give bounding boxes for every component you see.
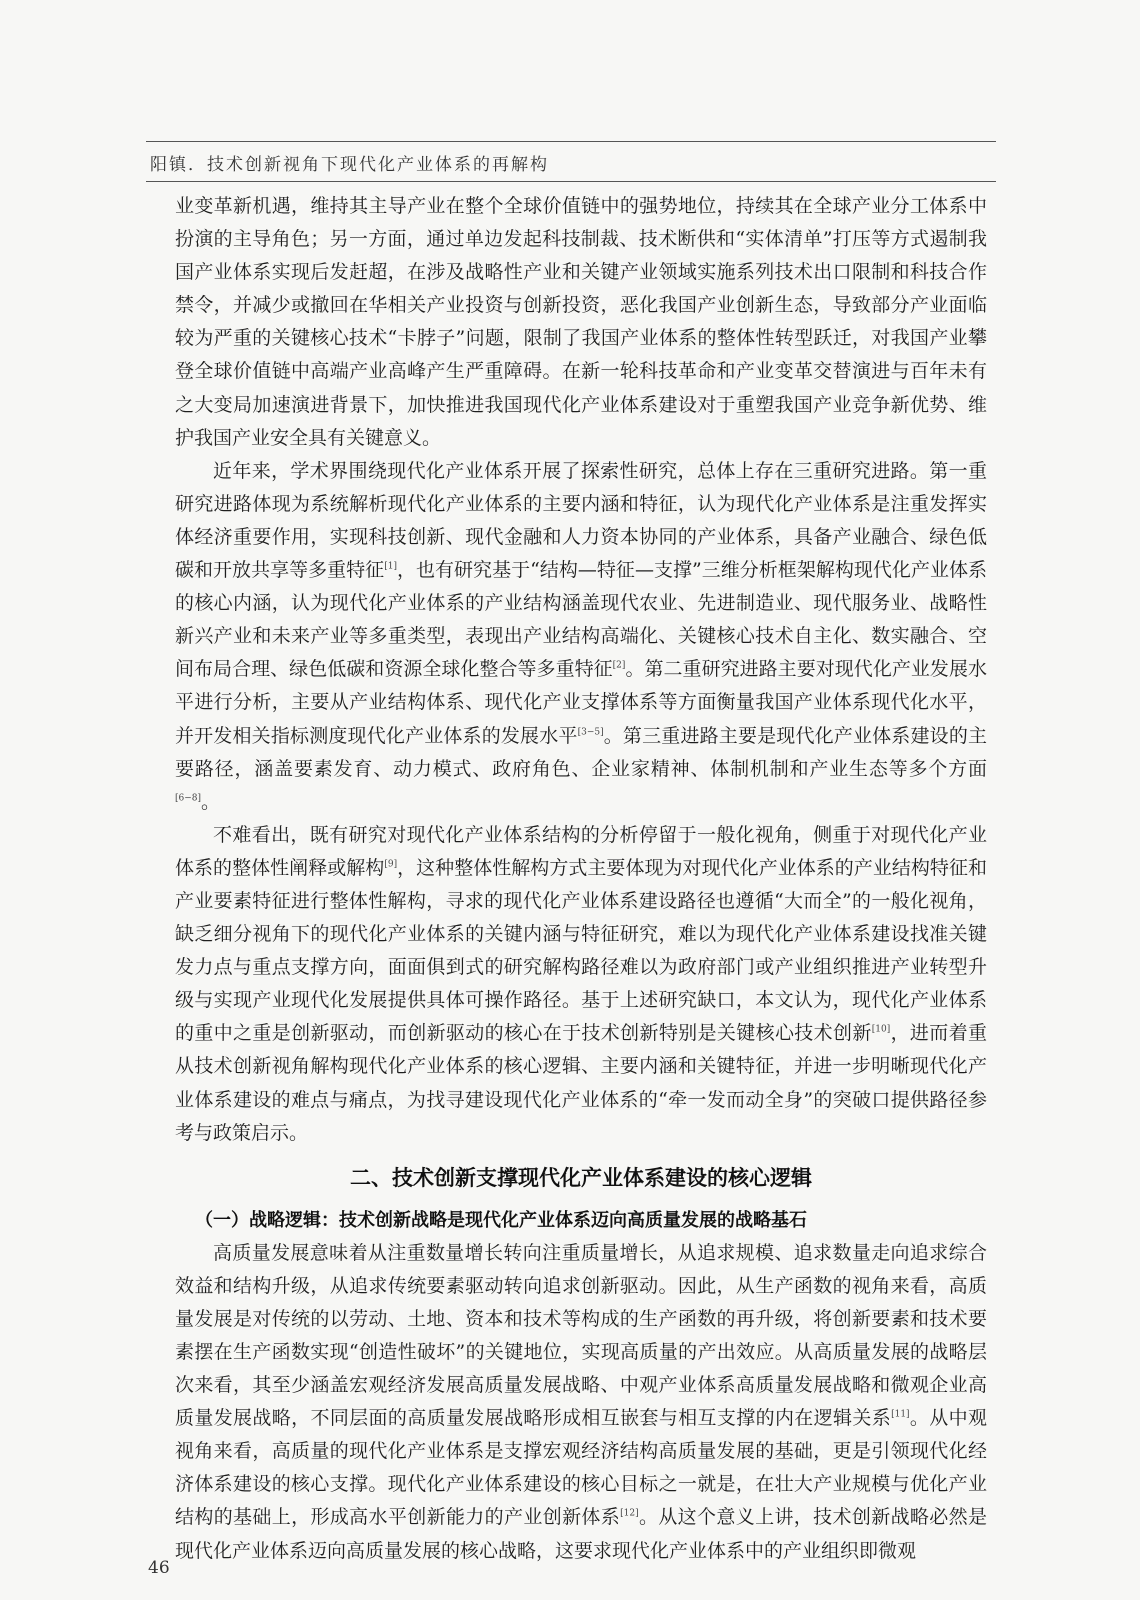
citation-1: [1] bbox=[384, 561, 397, 572]
citation-3-5: [3−5] bbox=[577, 727, 604, 738]
running-header: 阳镇．技术创新视角下现代化产业体系的再解构 bbox=[150, 155, 549, 175]
citation-11: [11] bbox=[891, 1409, 910, 1420]
paragraph-2-text-d: 。第三重进路主要是现代化产业体系建设的主要路径，涵盖要素发育、动力模式、政府角色、企业家精神、体制机制和产业生态等多个方面 bbox=[175, 724, 987, 780]
page-number: 46 bbox=[148, 1558, 170, 1578]
paragraph-3-text-c: ，进而着重从技术创新视角解构现代化产业体系的核心逻辑、主要内涵和关键特征，并进一步明晰现代化产业体系建设的难点与痛点，为找寻建设现代化产业体系的“牵一发而动全身”的突破口提供路径参考与政策启示。 bbox=[175, 1022, 987, 1144]
paragraph-2-text-a: 近年来，学术界围绕现代化产业体系开展了探索性研究，总体上存在三重研究进路。第一重研究进路体现为系统解析现代化产业体系的主要内涵和特征，认为现代化产业体系是注重发挥实体经济重要作用，实现科技创新、现代金融和人力资本协同的产业体系，具备产业融合、绿色低碳和开放共享等多重特征 bbox=[175, 459, 987, 582]
paragraph-3-text-b: ，这种整体性解构方式主要体现为对现代化产业体系的产业结构特征和产业要素特征进行整体性解构，寻求的现代化产业体系建设路径也遵循“大而全”的一般化视角，缺乏细分视角下的现代化产业体系的关键内涵与特征研究，难以为现代化产业体系建设找准关键发力点与重点支撑方向，面面俱到式的研究解构路径难以为政府部门或产业组织推进产业转型升级与实现产业现代化发展提供具体可操作路径。基于上述研究缺口，本文认为，现代化产业体系的重中之重是创新驱动，而创新驱动的核心在于技术创新特别是关键核心技术创新 bbox=[175, 856, 987, 1045]
section-heading: 二、技术创新支撑现代化产业体系建设的核心逻辑 bbox=[350, 1165, 812, 1190]
paragraph-1 bbox=[175, 190, 987, 455]
paragraph-4-text-c: 。从这个意义上讲，技术创新战略必然是现代化产业体系迈向高质量发展的核心战略，这要求现代化产业体系中的产业组织即微观 bbox=[175, 1506, 987, 1562]
article-body bbox=[175, 190, 987, 1568]
top-rule bbox=[146, 141, 996, 142]
paragraph-4-text-b: 。从中观视角来看，高质量的现代化产业体系是支撑宏观经济结构高质量发展的基础，更是引领现代化经济体系建设的核心支撑。现代化产业体系建设的核心目标之一就是，在壮大产业规模与优化产业结构的基础上，形成高水平创新能力的产业创新体系 bbox=[175, 1407, 987, 1529]
citation-12: [12] bbox=[620, 1509, 639, 1520]
paragraph-2-text-c: 。第二重研究进路主要对现代化产业发展水平进行分析，主要从产业结构体系、现代化产业支撑体系等方面衡量我国产业体系现代化水平，并开发相关指标测度现代化产业体系的发展水平 bbox=[175, 658, 987, 747]
paragraph-3-text-a: 不难看出，既有研究对现代化产业体系结构的分析停留于一般化视角，侧重于对现代化产业体系的整体性阐释或解构 bbox=[175, 823, 987, 879]
paragraph-2-text-e: 。 bbox=[201, 790, 221, 813]
citation-10: [10] bbox=[871, 1025, 891, 1036]
paragraph-2 bbox=[175, 455, 987, 819]
paragraph-4 bbox=[175, 1237, 987, 1568]
citation-2: [2] bbox=[612, 660, 626, 671]
paragraph-1-text: 业变革新机遇，维持其主导产业在整个全球价值链中的强势地位，持续其在全球产业分工体系中扮演的主导角色；另一方面，通过单边发起科技制裁、技术断供和“实体清单”打压等方式遏制我国产业体系实现后发赶超，在涉及战略性产业和关键产业领域实施系列技术出口限制和科技合作禁令，并减少或撤回在华相关产业投资与创新投资，恶化我国产业创新生态，导致部分产业面临较为严重的关键核心技术“卡脖子”问题，限制了我国产业体系的整体性转型跃迁，对我国产业攀登全球价值链中高端产业高峰产生严重障碍。在新一轮科技革命和产业变革交替演进与百年未有之大变局加速演进背景下，加快推进我国现代化产业体系建设对于重塑我国产业竞争新优势、维护我国产业安全具有关键意义。 bbox=[175, 195, 987, 449]
paragraph-3 bbox=[175, 819, 987, 1150]
subsection-heading: （一）战略逻辑：技术创新战略是现代化产业体系迈向高质量发展的战略基石 bbox=[195, 1209, 807, 1231]
citation-6-8: [6−8] bbox=[175, 793, 202, 804]
header-rule bbox=[146, 181, 996, 182]
paragraph-4-text-a: 高质量发展意味着从注重数量增长转向注重质量增长，从追求规模、追求数量走向追求综合效益和结构升级，从追求传统要素驱动转向追求创新驱动。因此，从生产函数的视角来看，高质量发展是对传统的以劳动、土地、资本和技术等构成的生产函数的再升级，将创新要素和技术要素摆在生产函数实现“创造性破坏”的关键地位，实现高质量的产出效应。从高质量发展的战略层次来看，其至少涵盖宏观经济发展高质量发展战略、中观产业体系高质量发展战略和微观企业高质量发展战略，不同层面的高质量发展战略形成相互嵌套与相互支撑的内在逻辑关系 bbox=[175, 1241, 987, 1430]
paragraph-2-text-b: ，也有研究基于“结构—特征—支撑”三维分析框架解构现代化产业体系的核心内涵，认为现代化产业体系的产业结构涵盖现代农业、先进制造业、现代服务业、战略性新兴产业和未来产业等多重类型，表现出产业结构高端化、关键核心技术自主化、数实融合、空间布局合理、绿色低碳和资源全球化整合等多重特征 bbox=[175, 559, 987, 681]
citation-9: [9] bbox=[384, 859, 398, 870]
